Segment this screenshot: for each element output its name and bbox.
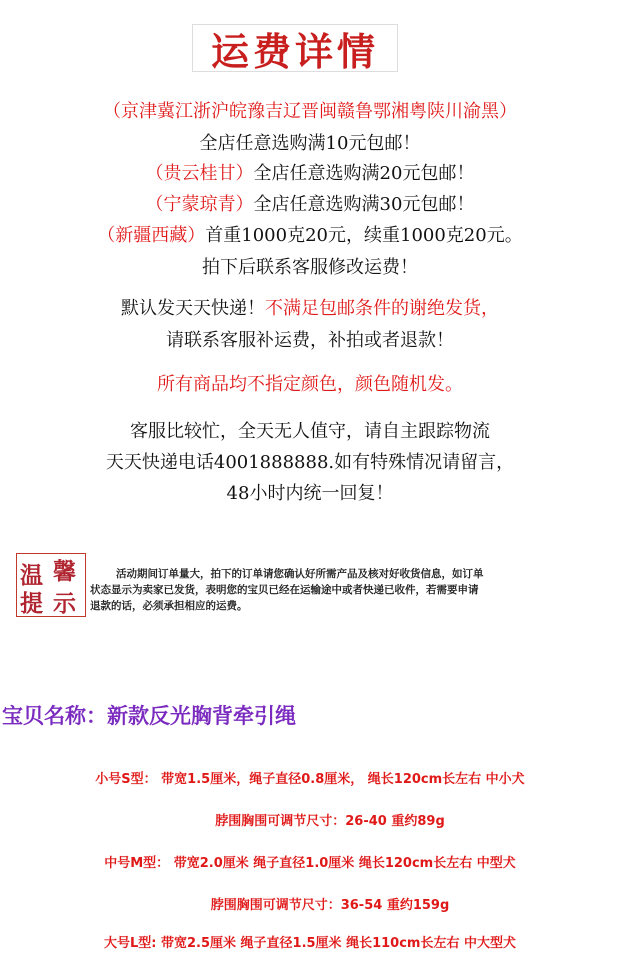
shipping-line xyxy=(0,297,620,321)
shipping-line-segment: 所有商品均不指定颜色，颜色随机发。 xyxy=(157,374,463,395)
shipping-line xyxy=(0,256,620,280)
spec-line: 脖围胸围可调节尺寸：26-40 重约89g xyxy=(215,814,445,829)
shipping-line xyxy=(0,451,620,475)
shipping-line-segment: 天天快递电话4001888888.如有特殊情况请留言， xyxy=(105,452,515,473)
shipping-line xyxy=(0,329,620,353)
shipping-title: 运费详情 xyxy=(210,28,379,74)
tip-line: 状态显示为卖家已发货，表明您的宝贝已经在运输途中或者快递已收件，若需要申请 xyxy=(90,584,479,596)
spec-line: 中号M型： 带宽2.0厘米 绳子直径1.0厘米 绳长120cm长左右 中型犬 xyxy=(104,856,516,871)
spec-line: 小号S型： 带宽1.5厘米，绳子直径0.8厘米， 绳长120cm长左右 中小犬 xyxy=(95,772,525,787)
shipping-line-segment: （宁蒙琼青） xyxy=(145,194,254,215)
shipping-line xyxy=(0,100,620,124)
shipping-line-segment: 全店任意选购满10元包邮！ xyxy=(199,133,421,154)
tip-badge-char: 提 xyxy=(20,590,43,617)
shipping-line xyxy=(0,132,620,156)
tip-badge-char: 示 xyxy=(53,590,76,617)
product-name: 宝贝名称：新款反光胸背牵引绳 xyxy=(2,704,296,728)
shipping-line-segment: 全店任意选购满20元包邮！ xyxy=(253,163,475,184)
shipping-line xyxy=(0,482,620,506)
shipping-line-segment: （贵云桂甘） xyxy=(145,163,254,184)
shipping-line-segment: 默认发天天快递！ xyxy=(121,298,265,319)
shipping-line-segment: 首重1000克20元，续重1000克20元。 xyxy=(205,225,523,246)
tip-badge-char: 馨 xyxy=(53,558,76,585)
shipping-line-segment: 请联系客服补运费，补拍或者退款！ xyxy=(166,330,454,351)
shipping-line xyxy=(0,373,620,397)
shipping-line-segment: 48小时内统一回复！ xyxy=(226,483,394,504)
shipping-line xyxy=(0,162,620,186)
shipping-line-segment: 全店任意选购满30元包邮！ xyxy=(253,194,475,215)
tip-line: 退款的话，必须承担相应的运费。 xyxy=(90,600,248,612)
spec-line: 脖围胸围可调节尺寸：36-54 重约159g xyxy=(210,898,450,913)
warm-tip-badge xyxy=(16,553,86,617)
shipping-line-segment: （京津冀江浙沪皖豫吉辽晋闽赣鲁鄂湘粤陕川渝黑） xyxy=(103,101,517,122)
shipping-title-box xyxy=(192,24,398,72)
shipping-line xyxy=(0,224,620,248)
tip-badge-char: 温 xyxy=(20,562,43,589)
shipping-line xyxy=(0,420,620,444)
shipping-line-segment: 客服比较忙，全天无人值守，请自主跟踪物流 xyxy=(130,421,490,442)
shipping-line-segment: （新疆西藏） xyxy=(97,225,206,246)
warm-tip-text xyxy=(90,566,600,614)
spec-line: 大号L型: 带宽2.5厘米 绳子直径1.5厘米 绳长110cm长左右 中大型犬 xyxy=(103,936,517,951)
shipping-line-segment: 不满足包邮条件的谢绝发货， xyxy=(265,298,499,319)
tip-line: 活动期间订单量大，拍下的订单请您确认好所需产品及核对好收货信息，如订单 xyxy=(116,568,484,580)
shipping-line-segment: 拍下后联系客服修改运费！ xyxy=(202,257,418,278)
shipping-line xyxy=(0,193,620,217)
